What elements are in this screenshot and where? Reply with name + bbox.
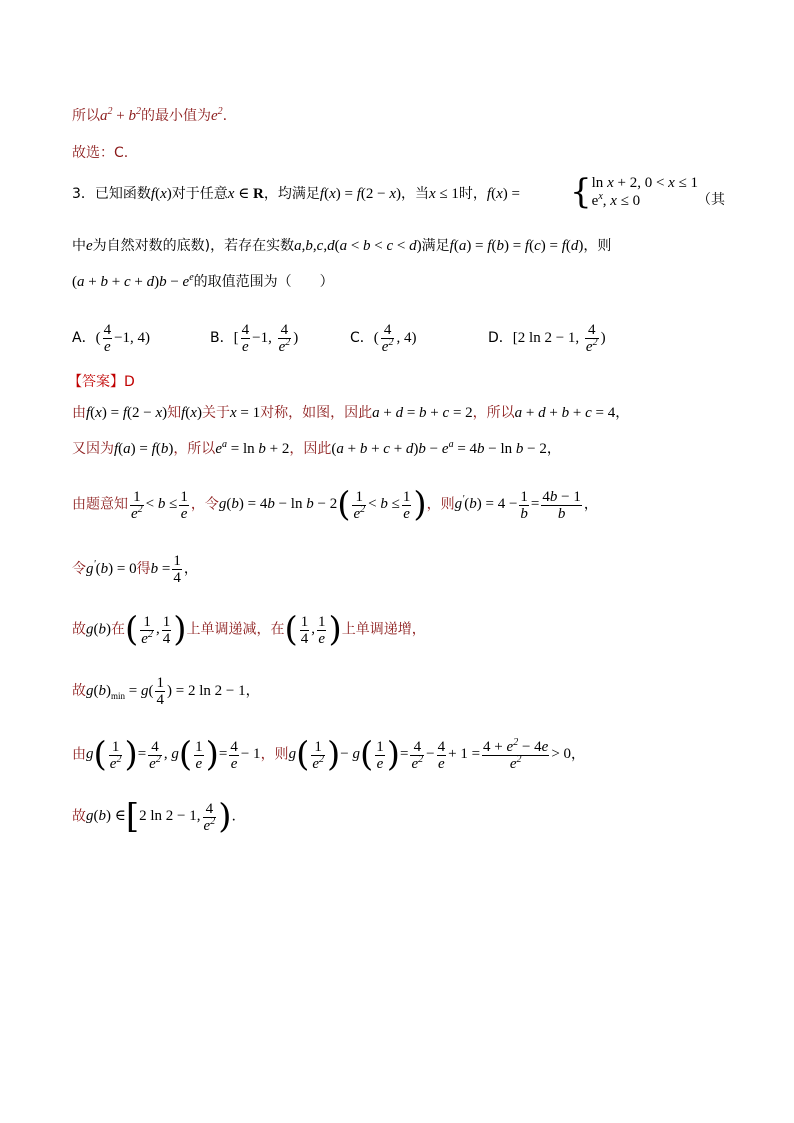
solution-line-8: 故g(b) ∈[2 ln 2 − 1, $\frac{4}{e^2}$ ).	[72, 797, 236, 837]
option-c: C．	[350, 329, 374, 346]
question-line-1: 3．已知函数f(x)对于任意x ∈ R，均满足f(x) = f(2 − x)，当x ≤ 1时，f(x) =	[72, 186, 520, 202]
solution-line-4: 令g'(b) = 0得b = $\frac{1}{4}$ ，	[72, 553, 198, 586]
options-row: A．( $\frac{4}{e}$ −1, 4)	[72, 322, 151, 355]
option-c-row: C．( $\frac{4}{e^2}$ , 4)	[350, 322, 417, 355]
solution-line-2: 又因为f(a) = f(b)，所以$e^a = \ln b + 2$，因此$(a + b + c + d)b - e^a = 4b - \ln b - 2$，	[72, 439, 561, 457]
question-paren: （其	[697, 192, 725, 208]
solution-line-1: 由f(x) = f(2 − x)知f(x)关于x = 1对称，如图，因此a + d = b + c = 2，所以a + d + b + c = 4，	[72, 405, 630, 421]
solution-line-7: 由g( $\frac{1}{e^2}$ )= $\frac{4}{e^2}$ , g( $\frac{1}{e}$ )= $\frac{4}{e}$ − 1，则g( $\frac{1}{e^2}$ )− g( $\frac{1}{e}$ )= $\frac{4}{e^2}$ − $\frac{4}{e}$ + 1 = $\frac{4 + e^2 - 4e}{e^2}$ > 0，	[72, 735, 586, 775]
answer-line: 【答案】D	[68, 374, 135, 390]
option-d-row: D．[2 ln 2 − 1, $\frac{4}{e^2}$ )	[488, 322, 606, 355]
choice-line: 故选：C.	[72, 145, 129, 161]
piecewise-function: {ln x + 2, 0 < x ≤ 1 $e^x$, x ≤ 0	[570, 172, 699, 212]
solution-line-3: 由题意知 $\frac{1}{e^2}$ < b ≤ $\frac{1}{e}$ ，令g(b) = 4b − ln b − 2( $\frac{1}{e^2}$ < b ≤ $\frac{1}{e}$ )，则g'(b) = 4 − $\frac{1}{b}$ = $\frac{4b - 1}{b}$ ，	[72, 485, 598, 525]
option-a: A．	[72, 329, 96, 346]
option-b: B．	[210, 329, 234, 346]
min-value-line: 所以$a^2 + b^2$的最小值为$e^2$.	[72, 106, 228, 124]
solution-line-6: 故$g(b)_{min} = g$( $\frac{1}{4}$ ) = 2 ln 2 − 1，	[72, 675, 260, 708]
solution-line-5: 故g(b)在( $\frac{1}{e^2}$ , $\frac{1}{4}$ )上单调递减，在( $\frac{1}{4}$ , $\frac{1}{e}$ )上单调递增，	[72, 610, 426, 650]
option-b-row: B．[ $\frac{4}{e}$ −1, $\frac{4}{e^2}$ )	[210, 322, 299, 355]
option-d: D．	[488, 329, 513, 346]
question-line-2: 中e为自然对数的底数)，若存在实数a,b,c,d(a < b < c < d)满足f(a) = f(b) = f(c) = f(d)，则	[72, 238, 612, 254]
question-line-3: $(a + b + c + d)b - e^e$的取值范围为（ ）	[72, 272, 334, 290]
